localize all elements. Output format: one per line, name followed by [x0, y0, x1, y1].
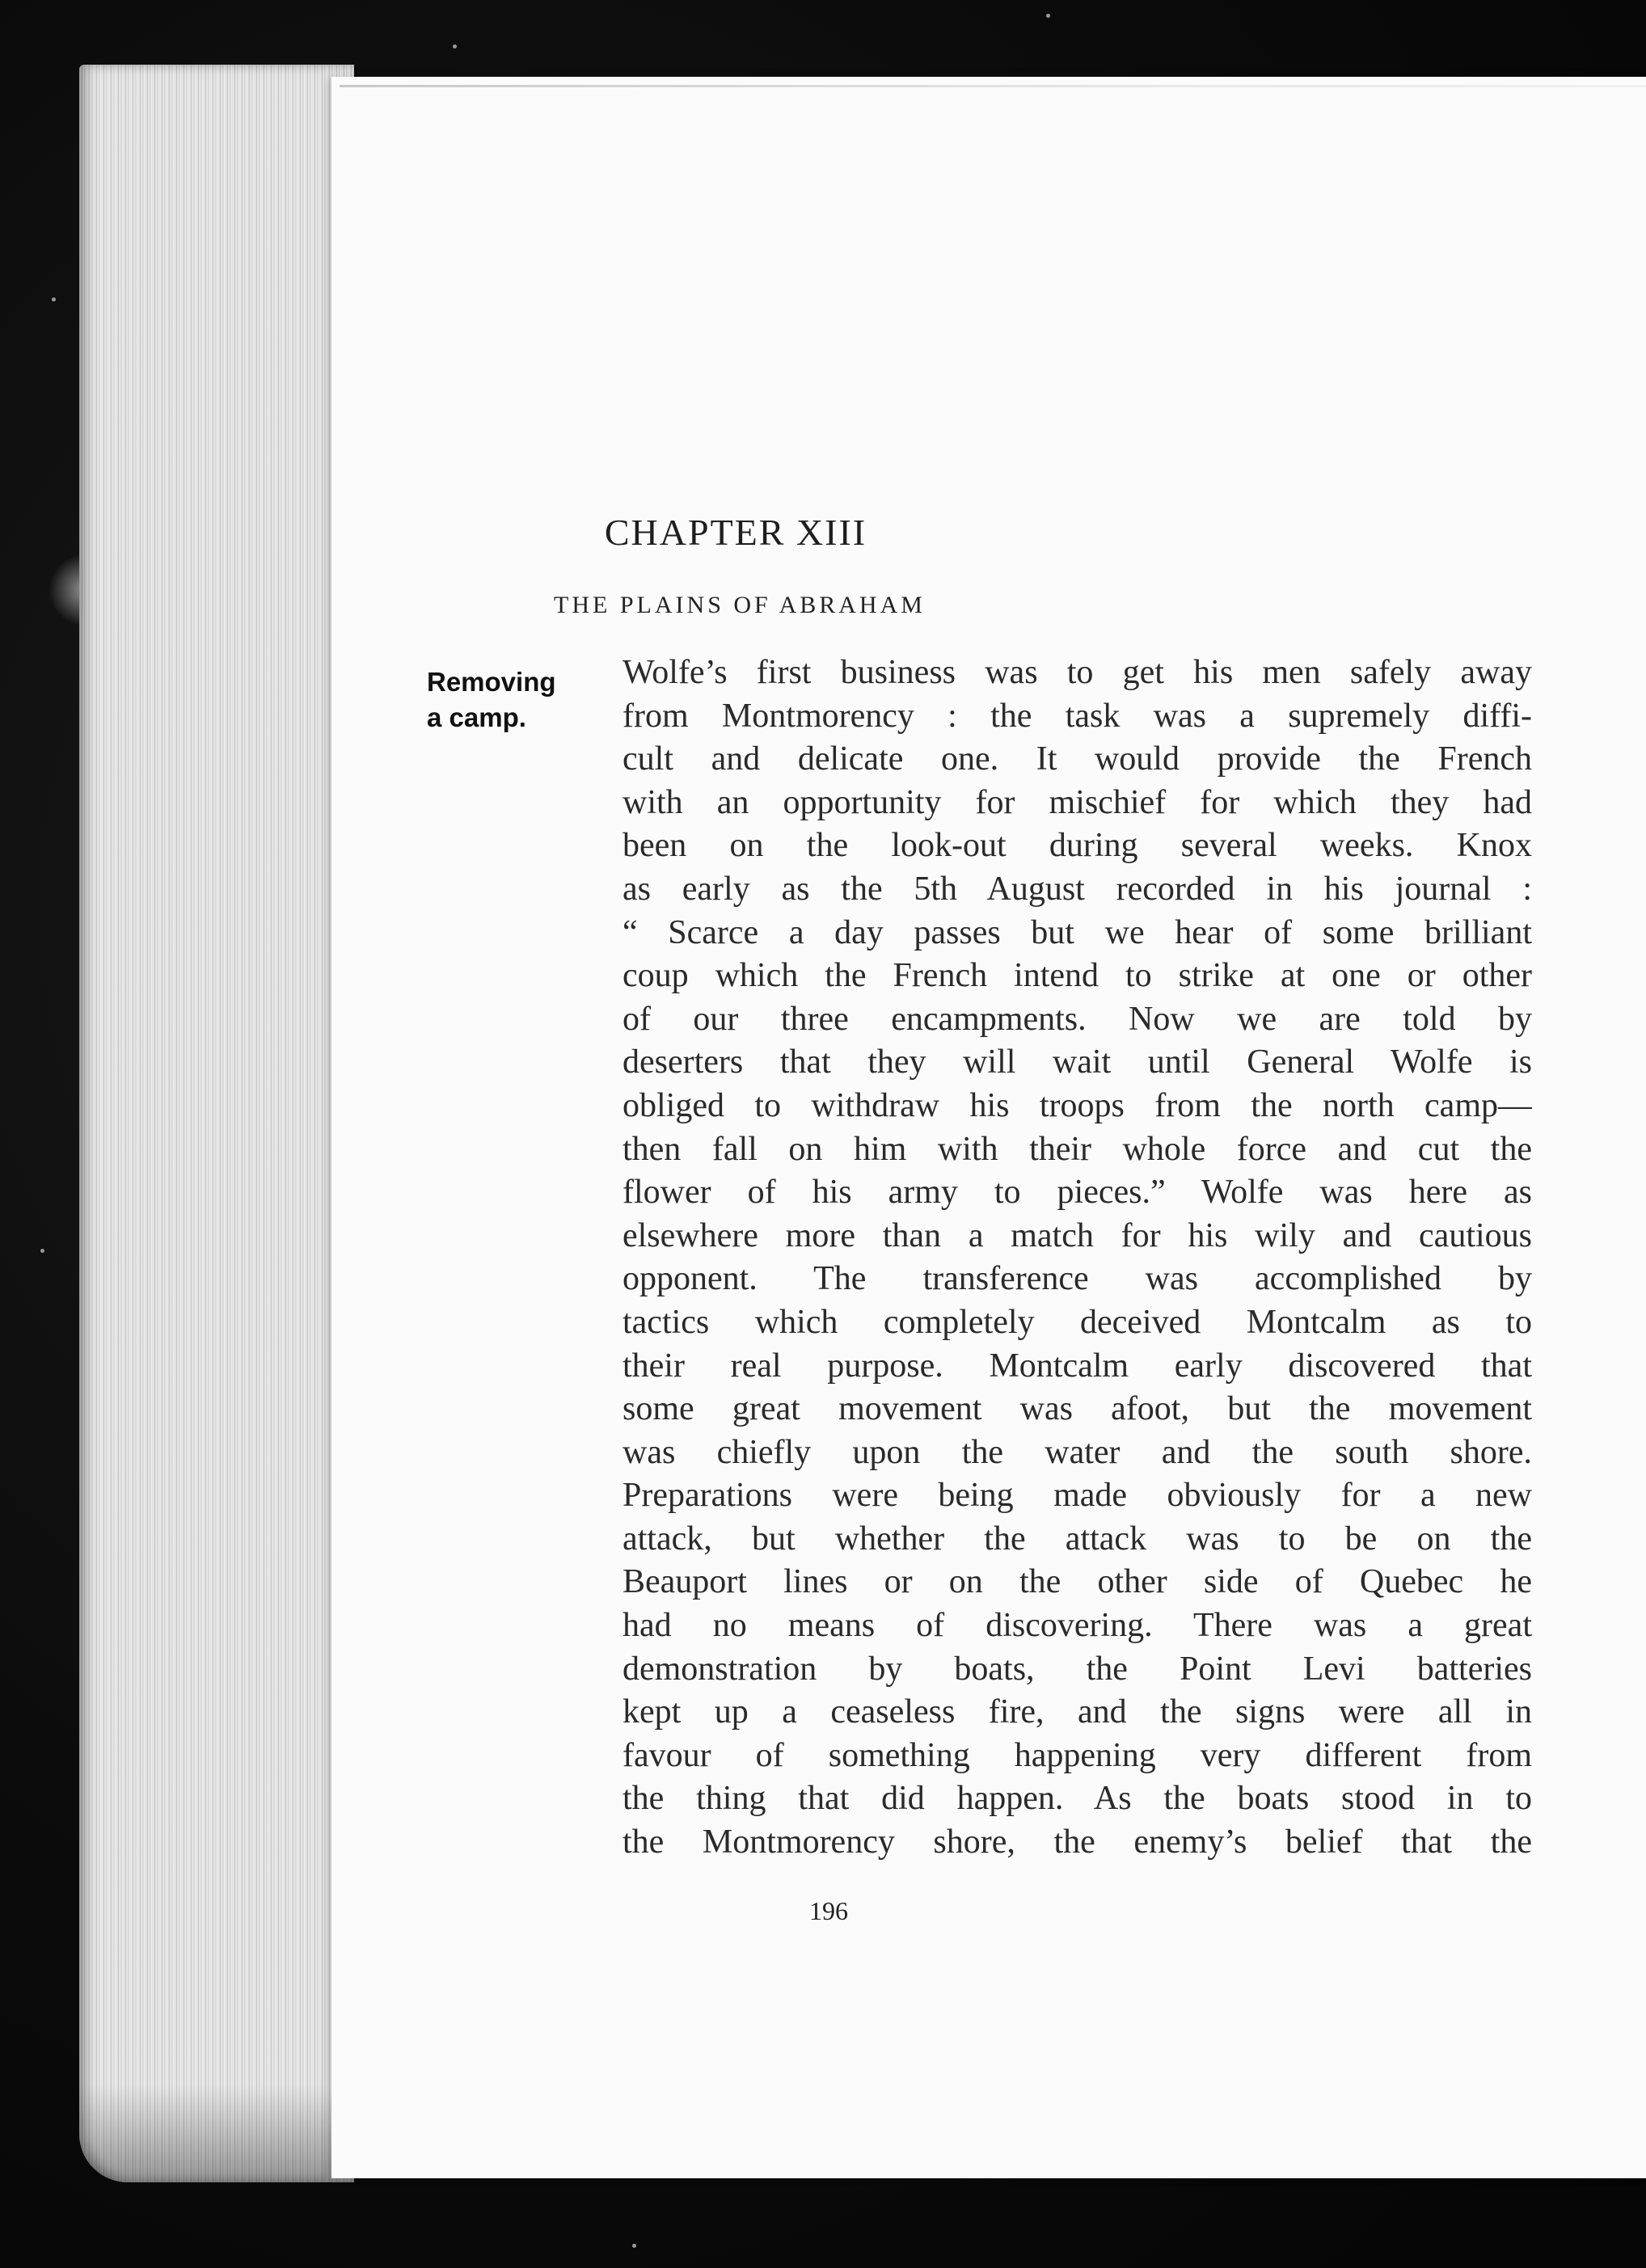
dust-speck	[52, 297, 56, 301]
body-line: had no means of discovering. There was a great	[623, 1607, 1532, 1645]
body-line: of our three encampments. Now we are told by	[623, 1000, 1532, 1038]
body-line: kept up a ceaseless fire, and the signs were all in	[623, 1693, 1532, 1731]
page-edge-stack	[79, 65, 354, 2182]
page-top-edge	[340, 85, 1646, 87]
body-line: then fall on him with their whole force and cut the	[623, 1130, 1532, 1168]
body-line: cult and delicate one. It would provide the French	[623, 740, 1532, 778]
marginal-note-line: Removing	[427, 667, 556, 697]
dust-speck	[632, 2244, 636, 2248]
body-line: from Montmorency : the task was a supremely diffi-	[623, 697, 1532, 735]
body-line: Beauport lines or on the other side of Quebec he	[623, 1563, 1532, 1601]
dust-speck	[40, 1249, 44, 1253]
body-line: the Montmorency shore, the enemy’s belief that the	[623, 1823, 1532, 1861]
body-line: flower of his army to pieces.” Wolfe was here as	[623, 1174, 1532, 1212]
body-line: elsewhere more than a match for his wily and cautious	[623, 1216, 1532, 1254]
page-number: 196	[809, 1896, 848, 1925]
body-line: deserters that they will wait until General Wolfe is	[623, 1043, 1532, 1081]
body-line: as early as the 5th August recorded in his journal :	[623, 870, 1532, 908]
body-line: was chiefly upon the water and the south shore.	[623, 1433, 1532, 1471]
body-line: their real purpose. Montcalm early discovered that	[623, 1347, 1532, 1385]
body-line: attack, but whether the attack was to be on the	[623, 1520, 1532, 1558]
dust-speck	[453, 44, 457, 48]
body-text	[623, 651, 1532, 1865]
body-line: favour of something happening very different from	[623, 1736, 1532, 1774]
chapter-title: CHAPTER XIII	[604, 512, 867, 553]
dust-speck	[1046, 14, 1050, 18]
marginal-note-line: a camp.	[427, 702, 526, 732]
body-line: Preparations were being made obviously for a new	[623, 1477, 1532, 1515]
body-line: with an opportunity for mischief for which they had	[623, 783, 1532, 821]
body-line: “ Scarce a day passes but we hear of some brilliant	[623, 913, 1532, 951]
body-line: the thing that did happen. As the boats stood in to	[623, 1780, 1532, 1818]
body-line: Wolfe’s first business was to get his men safely away	[623, 654, 1532, 691]
body-line: obliged to withdraw his troops from the north camp—	[623, 1086, 1532, 1124]
body-line: tactics which completely deceived Montcalm as to	[623, 1303, 1532, 1341]
body-line: been on the look-out during several weeks. Knox	[623, 827, 1532, 865]
marginal-note	[427, 664, 556, 736]
body-line: opponent. The transference was accomplished by	[623, 1260, 1532, 1298]
body-line: some great movement was afoot, but the movement	[623, 1390, 1532, 1428]
body-line: demonstration by boats, the Point Levi batteries	[623, 1650, 1532, 1688]
chapter-subtitle: THE PLAINS OF ABRAHAM	[554, 592, 926, 618]
body-line: coup which the French intend to strike at one or other	[623, 957, 1532, 995]
